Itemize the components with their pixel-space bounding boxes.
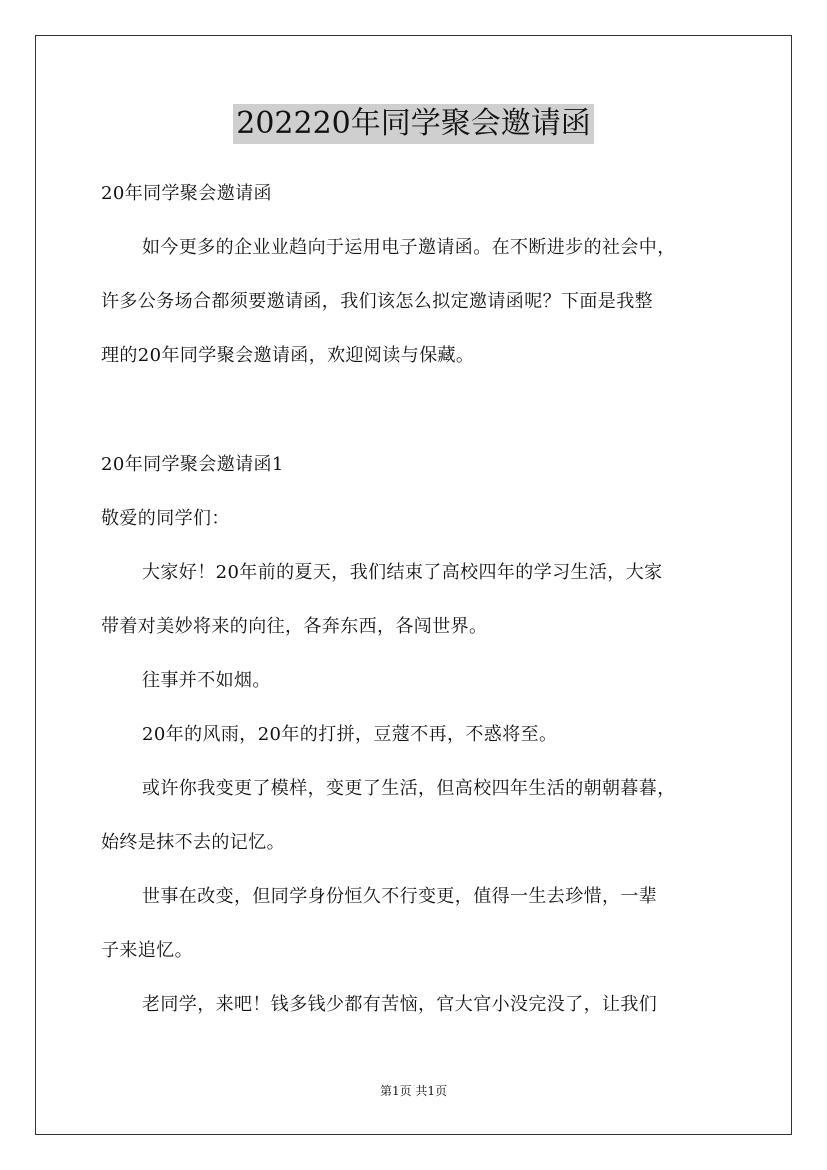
subtitle: 20年同学聚会邀请函 — [101, 183, 272, 204]
intro-line-1: 如今更多的企业业趋向于运用电子邀请函。在不断进步的社会中， — [142, 237, 676, 258]
body-line-2: 带着对美妙将来的向往，各奔东西，各闯世界。 — [101, 616, 488, 637]
body-line-8: 子来追忆。 — [101, 940, 193, 961]
intro-line-2: 许多公务场合都须要邀请函，我们该怎么拟定邀请函呢？下面是我整 — [101, 291, 653, 312]
page-footer: 第1页 共1页 — [379, 1084, 448, 1098]
intro-line-3: 理的20年同学聚会邀请函，欢迎阅读与保藏。 — [101, 345, 475, 366]
title-container — [0, 104, 827, 144]
section-heading: 20年同学聚会邀请函1 — [101, 454, 284, 475]
salutation: 敬爱的同学们： — [101, 508, 230, 529]
body-line-1: 大家好！20年前的夏天，我们结束了高校四年的学习生活，大家 — [142, 562, 663, 583]
body-line-5: 或许你我变更了模样，变更了生活，但高校四年生活的朝朝暮暮， — [142, 778, 676, 799]
body-line-4: 20年的风雨，20年的打拼，豆蔻不再，不惑将至。 — [142, 724, 558, 745]
body-line-9: 老同学，来吧！钱多钱少都有苦恼，官大官小没完没了，让我们 — [142, 994, 658, 1015]
document-title: 202220年同学聚会邀请函 — [233, 104, 594, 144]
body-line-3: 往事并不如烟。 — [142, 670, 271, 691]
body-line-7: 世事在改变，但同学身份恒久不行变更，值得一生去珍惜，一辈 — [142, 886, 658, 907]
body-line-6: 始终是抹不去的记忆。 — [101, 832, 285, 853]
